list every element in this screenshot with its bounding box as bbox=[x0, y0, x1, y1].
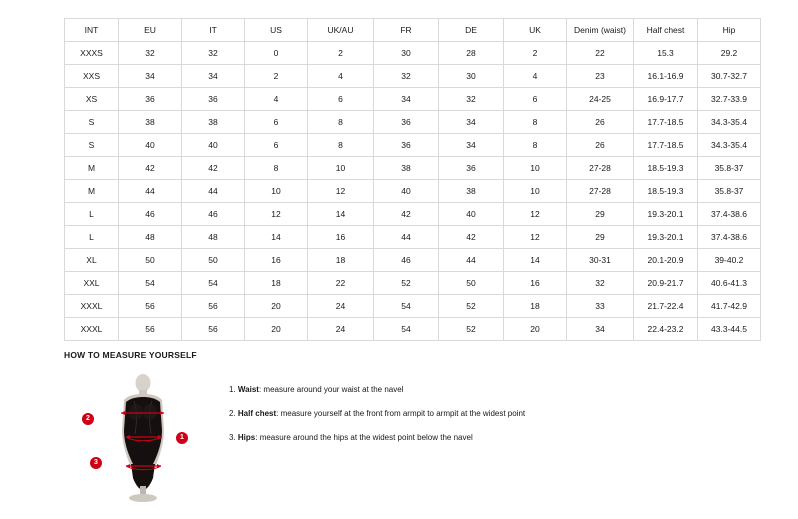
table-cell: 14 bbox=[245, 226, 308, 249]
table-cell: 10 bbox=[504, 157, 567, 180]
table-cell: 40 bbox=[439, 203, 504, 226]
table-cell: 8 bbox=[504, 111, 567, 134]
table-row bbox=[65, 203, 761, 226]
table-cell: 43.3-44.5 bbox=[698, 318, 761, 341]
table-cell: 54 bbox=[374, 318, 439, 341]
table-cell: 40 bbox=[182, 134, 245, 157]
table-row bbox=[65, 157, 761, 180]
table-header-cell: Half chest bbox=[634, 19, 698, 42]
table-cell: 20.1-20.9 bbox=[634, 249, 698, 272]
table-cell: XS bbox=[65, 88, 119, 111]
table-cell: 35.8-37 bbox=[698, 180, 761, 203]
table-cell: 36 bbox=[182, 88, 245, 111]
table-cell: 24-25 bbox=[567, 88, 634, 111]
marker-waist: 1 bbox=[176, 432, 188, 444]
table-cell: 12 bbox=[245, 203, 308, 226]
table-cell: 18 bbox=[504, 295, 567, 318]
table-cell: 15.3 bbox=[634, 42, 698, 65]
table-cell: 22.4-23.2 bbox=[634, 318, 698, 341]
table-cell: 12 bbox=[308, 180, 374, 203]
table-row bbox=[65, 134, 761, 157]
table-cell: 8 bbox=[308, 111, 374, 134]
table-header-cell: INT bbox=[65, 19, 119, 42]
table-body bbox=[65, 42, 761, 341]
table-cell: 34 bbox=[182, 65, 245, 88]
table-cell: 44 bbox=[182, 180, 245, 203]
table-cell: 22 bbox=[308, 272, 374, 295]
how-to-measure-title: HOW TO MEASURE YOURSELF bbox=[64, 350, 197, 360]
table-cell: L bbox=[65, 203, 119, 226]
table-row bbox=[65, 318, 761, 341]
table-cell: 30.7-32.7 bbox=[698, 65, 761, 88]
table-cell: 27-28 bbox=[567, 157, 634, 180]
table-cell: 37.4-38.6 bbox=[698, 226, 761, 249]
table-header-cell: US bbox=[245, 19, 308, 42]
table-cell: 8 bbox=[245, 157, 308, 180]
table-cell: 41.7-42.9 bbox=[698, 295, 761, 318]
size-chart-container bbox=[64, 18, 747, 341]
table-cell: 6 bbox=[245, 111, 308, 134]
table-cell: 22 bbox=[567, 42, 634, 65]
table-cell: 46 bbox=[119, 203, 182, 226]
table-cell: 32 bbox=[374, 65, 439, 88]
table-cell: 36 bbox=[374, 111, 439, 134]
table-row bbox=[65, 295, 761, 318]
table-cell: 54 bbox=[182, 272, 245, 295]
how-to-measure-body bbox=[64, 374, 744, 504]
marker-hips: 3 bbox=[90, 457, 102, 469]
table-cell: 42 bbox=[119, 157, 182, 180]
table-cell: 20.9-21.7 bbox=[634, 272, 698, 295]
table-cell: 38 bbox=[119, 111, 182, 134]
table-cell: S bbox=[65, 134, 119, 157]
table-cell: 23 bbox=[567, 65, 634, 88]
table-cell: 36 bbox=[374, 134, 439, 157]
table-cell: 6 bbox=[308, 88, 374, 111]
table-cell: 42 bbox=[182, 157, 245, 180]
table-cell: 30 bbox=[374, 42, 439, 65]
table-cell: 30-31 bbox=[567, 249, 634, 272]
table-cell: 52 bbox=[439, 318, 504, 341]
table-cell: 27-28 bbox=[567, 180, 634, 203]
table-cell: 42 bbox=[374, 203, 439, 226]
table-header-cell: DE bbox=[439, 19, 504, 42]
table-cell: 19.3-20.1 bbox=[634, 203, 698, 226]
table-cell: 26 bbox=[567, 111, 634, 134]
table-cell: 10 bbox=[245, 180, 308, 203]
table-cell: 52 bbox=[374, 272, 439, 295]
table-cell: 36 bbox=[119, 88, 182, 111]
table-cell: 4 bbox=[308, 65, 374, 88]
table-cell: 16.9-17.7 bbox=[634, 88, 698, 111]
marker-half-chest: 2 bbox=[82, 413, 94, 425]
table-cell: 28 bbox=[439, 42, 504, 65]
measure-instruction-text: : measure around your waist at the navel bbox=[258, 385, 404, 394]
measure-instruction-term: Waist bbox=[237, 385, 259, 394]
table-cell: 10 bbox=[308, 157, 374, 180]
table-cell: 20 bbox=[504, 318, 567, 341]
table-cell: 8 bbox=[308, 134, 374, 157]
table-header-cell: UK/AU bbox=[308, 19, 374, 42]
table-cell: 18 bbox=[245, 272, 308, 295]
table-cell: 14 bbox=[504, 249, 567, 272]
table-cell: 6 bbox=[245, 134, 308, 157]
table-row bbox=[65, 180, 761, 203]
table-cell: 20 bbox=[245, 295, 308, 318]
table-cell: 29 bbox=[567, 226, 634, 249]
table-cell: XXXS bbox=[65, 42, 119, 65]
measure-instruction-index: 1. bbox=[229, 385, 236, 394]
table-cell: 0 bbox=[245, 42, 308, 65]
mannequin-figure bbox=[82, 374, 207, 504]
table-cell: 52 bbox=[439, 295, 504, 318]
table-cell: 38 bbox=[439, 180, 504, 203]
measure-instruction-index: 3. bbox=[229, 433, 236, 442]
table-cell: 34 bbox=[439, 134, 504, 157]
measure-instruction-text: : measure around the hips at the widest point below the navel bbox=[255, 433, 473, 442]
table-cell: 50 bbox=[439, 272, 504, 295]
measure-instructions-list bbox=[229, 374, 525, 456]
table-cell: 24 bbox=[308, 318, 374, 341]
table-header-cell: UK bbox=[504, 19, 567, 42]
table-cell: 2 bbox=[504, 42, 567, 65]
table-cell: 56 bbox=[119, 318, 182, 341]
table-cell: 46 bbox=[182, 203, 245, 226]
table-cell: 50 bbox=[119, 249, 182, 272]
measure-instruction bbox=[229, 384, 525, 395]
table-cell: 30 bbox=[439, 65, 504, 88]
table-cell: 16 bbox=[245, 249, 308, 272]
table-cell: 33 bbox=[567, 295, 634, 318]
measure-instruction bbox=[229, 432, 525, 443]
measure-instruction-term: Hips bbox=[237, 433, 256, 442]
table-cell: 40.6-41.3 bbox=[698, 272, 761, 295]
table-row bbox=[65, 111, 761, 134]
table-cell: S bbox=[65, 111, 119, 134]
how-to-measure-section bbox=[64, 350, 744, 504]
table-cell: 2 bbox=[308, 42, 374, 65]
table-cell: 40 bbox=[119, 134, 182, 157]
table-row bbox=[65, 42, 761, 65]
table-cell: 26 bbox=[567, 134, 634, 157]
measure-instruction-term: Half chest bbox=[237, 409, 277, 418]
table-cell: 20 bbox=[245, 318, 308, 341]
table-cell: 39-40.2 bbox=[698, 249, 761, 272]
table-cell: 38 bbox=[182, 111, 245, 134]
table-cell: 16 bbox=[504, 272, 567, 295]
table-header-cell: Hip bbox=[698, 19, 761, 42]
table-cell: XL bbox=[65, 249, 119, 272]
table-cell: 32 bbox=[567, 272, 634, 295]
table-cell: 8 bbox=[504, 134, 567, 157]
table-cell: 32.7-33.9 bbox=[698, 88, 761, 111]
table-cell: 18 bbox=[308, 249, 374, 272]
table-cell: 36 bbox=[439, 157, 504, 180]
table-cell: 17.7-18.5 bbox=[634, 111, 698, 134]
table-header-cell: Denim (waist) bbox=[567, 19, 634, 42]
size-chart-table bbox=[64, 18, 761, 341]
table-cell: 54 bbox=[119, 272, 182, 295]
table-cell: 12 bbox=[504, 203, 567, 226]
table-cell: 37.4-38.6 bbox=[698, 203, 761, 226]
table-cell: 34 bbox=[567, 318, 634, 341]
table-row bbox=[65, 88, 761, 111]
table-cell: 6 bbox=[504, 88, 567, 111]
table-cell: 32 bbox=[439, 88, 504, 111]
table-cell: 24 bbox=[308, 295, 374, 318]
table-cell: 34 bbox=[439, 111, 504, 134]
table-cell: 56 bbox=[119, 295, 182, 318]
table-cell: 32 bbox=[119, 42, 182, 65]
measure-instruction-text: : measure yourself at the front from armpit to armpit at the widest point bbox=[276, 409, 526, 418]
table-cell: 32 bbox=[182, 42, 245, 65]
table-cell: 44 bbox=[439, 249, 504, 272]
table-row bbox=[65, 65, 761, 88]
table-cell: 56 bbox=[182, 318, 245, 341]
table-cell: 4 bbox=[245, 88, 308, 111]
measure-instruction-index: 2. bbox=[229, 409, 236, 418]
table-cell: 12 bbox=[504, 226, 567, 249]
table-header-cell: IT bbox=[182, 19, 245, 42]
table-cell: L bbox=[65, 226, 119, 249]
table-cell: 34.3-35.4 bbox=[698, 134, 761, 157]
table-cell: 18.5-19.3 bbox=[634, 180, 698, 203]
table-cell: 16 bbox=[308, 226, 374, 249]
table-cell: 42 bbox=[439, 226, 504, 249]
table-cell: 46 bbox=[374, 249, 439, 272]
table-cell: 16.1-16.9 bbox=[634, 65, 698, 88]
table-cell: 34.3-35.4 bbox=[698, 111, 761, 134]
table-cell: 18.5-19.3 bbox=[634, 157, 698, 180]
table-cell: XXXL bbox=[65, 318, 119, 341]
table-cell: 48 bbox=[119, 226, 182, 249]
table-row bbox=[65, 272, 761, 295]
table-cell: 50 bbox=[182, 249, 245, 272]
table-cell: 44 bbox=[119, 180, 182, 203]
table-cell: XXS bbox=[65, 65, 119, 88]
table-header-cell: EU bbox=[119, 19, 182, 42]
table-cell: 21.7-22.4 bbox=[634, 295, 698, 318]
table-cell: 2 bbox=[245, 65, 308, 88]
table-cell: XXXL bbox=[65, 295, 119, 318]
table-cell: 34 bbox=[374, 88, 439, 111]
table-cell: 35.8-37 bbox=[698, 157, 761, 180]
table-header-row bbox=[65, 19, 761, 42]
table-cell: 44 bbox=[374, 226, 439, 249]
table-cell: 38 bbox=[374, 157, 439, 180]
table-cell: 34 bbox=[119, 65, 182, 88]
table-cell: 17.7-18.5 bbox=[634, 134, 698, 157]
table-cell: 40 bbox=[374, 180, 439, 203]
table-cell: 29.2 bbox=[698, 42, 761, 65]
table-cell: 54 bbox=[374, 295, 439, 318]
table-cell: 4 bbox=[504, 65, 567, 88]
table-row bbox=[65, 226, 761, 249]
table-cell: 14 bbox=[308, 203, 374, 226]
table-cell: 19.3-20.1 bbox=[634, 226, 698, 249]
table-cell: 48 bbox=[182, 226, 245, 249]
table-cell: 56 bbox=[182, 295, 245, 318]
table-cell: M bbox=[65, 157, 119, 180]
table-cell: M bbox=[65, 180, 119, 203]
table-row bbox=[65, 249, 761, 272]
table-header-cell: FR bbox=[374, 19, 439, 42]
table-cell: XXL bbox=[65, 272, 119, 295]
table-cell: 10 bbox=[504, 180, 567, 203]
measure-instruction bbox=[229, 408, 525, 419]
mannequin-illustration bbox=[104, 374, 182, 504]
table-cell: 29 bbox=[567, 203, 634, 226]
